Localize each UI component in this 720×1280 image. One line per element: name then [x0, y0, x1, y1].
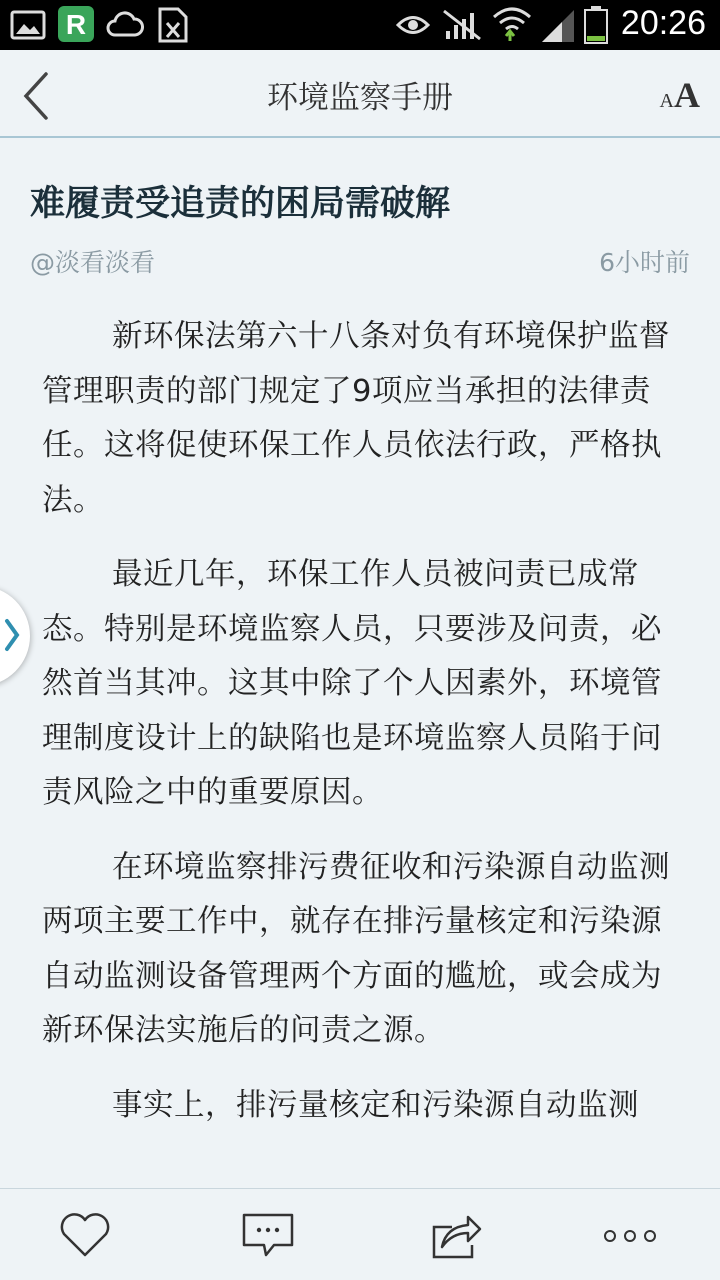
like-button[interactable]	[58, 1211, 114, 1261]
more-button[interactable]	[600, 1211, 660, 1261]
article	[0, 140, 720, 1188]
page-title: 环境监察手册	[267, 80, 453, 116]
status-time: 20:26	[620, 4, 706, 42]
font-size-small-label: A	[659, 90, 674, 112]
battery-icon	[584, 6, 608, 44]
title-bar	[0, 50, 720, 138]
share-icon	[428, 1211, 484, 1261]
signal-icon	[540, 8, 576, 42]
bottom-action-bar	[0, 1188, 720, 1280]
heart-icon	[58, 1211, 112, 1259]
more-icon	[600, 1211, 660, 1261]
eye-icon	[396, 12, 430, 38]
wifi-icon	[492, 5, 532, 43]
font-size-button[interactable]	[660, 74, 700, 114]
font-size-large-label: A	[674, 75, 700, 115]
article-headline: 难履责受追责的困局需破解	[30, 184, 451, 224]
article-time: 6小时前	[599, 248, 690, 277]
comment-button[interactable]	[240, 1211, 296, 1261]
sim-icon	[158, 7, 188, 43]
status-bar	[0, 0, 720, 50]
svg-text:R: R	[65, 9, 87, 40]
article-paragraph: 最近几年，环保工作人员被问责已成常态。特别是环境监察人员，只要涉及问责，必然首当其冲。这其中除了个人因素外，环境管理制度设计上的缺陷也是环境监察人员陷于问责风险之中的重要原因。	[42, 557, 662, 810]
article-body	[42, 310, 682, 1153]
article-paragraph: 在环境监察排污费征收和污染源自动监测两项主要工作中，就存在排污量核定和污染源自动监测设备管理两个方面的尴尬，或会成为新环保法实施后的问责之源。	[42, 849, 670, 1048]
image-icon	[10, 9, 46, 41]
comment-icon	[240, 1211, 296, 1261]
article-author[interactable]: @淡看淡看	[30, 248, 156, 277]
share-button[interactable]	[428, 1211, 484, 1261]
cloud-icon	[106, 9, 144, 41]
mute-icon	[442, 9, 482, 41]
article-paragraph: 新环保法第六十八条对负有环境保护监督管理职责的部门规定了9项应当承担的法律责任。这将促使环保工作人员依法行政，严格执法。	[42, 319, 670, 518]
r-app-icon	[58, 6, 94, 42]
chevron-right-icon	[4, 618, 20, 652]
article-paragraph: 事实上，排污量核定和污染源自动监测	[112, 1087, 639, 1123]
